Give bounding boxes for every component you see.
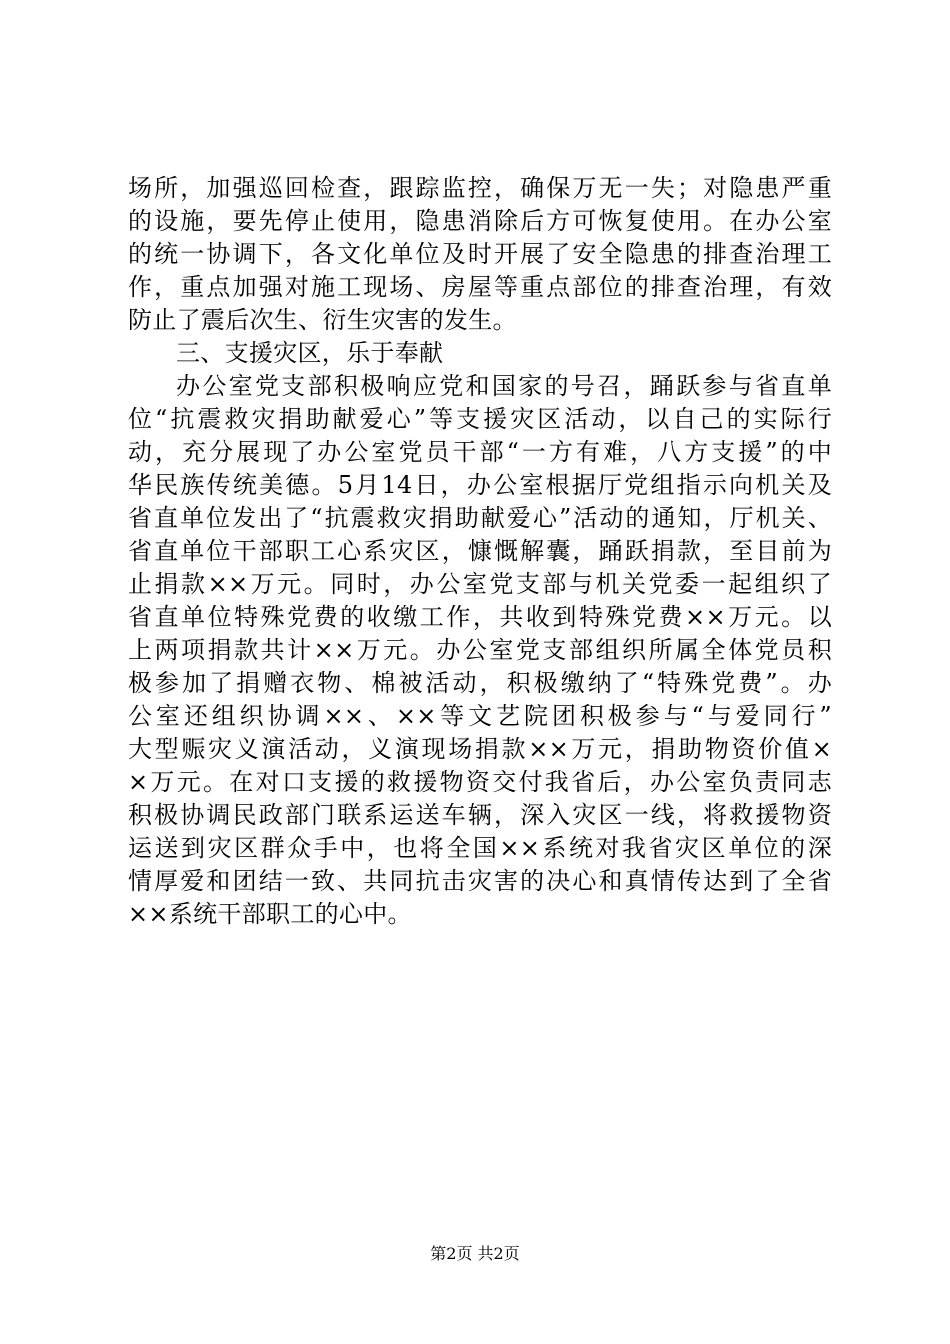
paragraph-line: 上两项捐款共计××万元。办公室党支部组织所属全体党员积 — [128, 636, 832, 664]
paragraph-line: 情厚爱和团结一致、共同抗击灾害的决心和真情传达到了全省 — [128, 867, 832, 895]
paragraph-line: 防止了震后次生、衍生灾害的发生。 — [128, 306, 517, 334]
page-footer: 第2页 共2页 — [430, 1244, 520, 1263]
paragraph-line: 的设施，要先停止使用，隐患消除后方可恢复使用。在办公室 — [128, 207, 832, 235]
paragraph-line: 省直单位发出了“抗震救灾捐助献爱心”活动的通知，厅机关、 — [128, 504, 832, 532]
paragraph-line: 的统一协调下，各文化单位及时开展了安全隐患的排查治理工 — [128, 240, 832, 268]
paragraph-line: 办公室党支部积极响应党和国家的号召，踊跃参与省直单 — [176, 372, 832, 400]
paragraph-line: 公室还组织协调××、××等文艺院团积极参与“与爱同行” — [128, 702, 832, 730]
paragraph-line: 动，充分展现了办公室党员干部“一方有难，八方支援”的中 — [128, 438, 832, 466]
paragraph-line: 运送到灾区群众手中，也将全国××系统对我省灾区单位的深 — [128, 834, 832, 862]
paragraph-line: 止捐款××万元。同时，办公室党支部与机关党委一起组织了 — [128, 570, 832, 598]
paragraph-line: ×万元。在对口支援的救援物资交付我省后，办公室负责同志 — [128, 768, 832, 796]
paragraph-line: 省直单位干部职工心系灾区，慷慨解囊，踊跃捐款，至目前为 — [128, 537, 832, 565]
paragraph-line: 积极协调民政部门联系运送车辆，深入灾区一线，将救援物资 — [128, 801, 832, 829]
paragraph-line: 华民族传统美德。5月14日，办公室根据厅党组指示向机关及 — [128, 471, 832, 499]
paragraph-line: 作，重点加强对施工现场、房屋等重点部位的排查治理，有效 — [128, 273, 832, 301]
paragraph-line: 省直单位特殊党费的收缴工作，共收到特殊党费××万元。以 — [128, 603, 832, 631]
document-body — [128, 172, 832, 931]
paragraph-line: 大型赈灾义演活动，义演现场捐款××万元，捐助物资价值× — [128, 735, 832, 763]
paragraph-line: 场所，加强巡回检查，跟踪监控，确保万无一失；对隐患严重 — [128, 174, 832, 202]
paragraph-line: ××系统干部职工的心中。 — [128, 900, 412, 928]
paragraph-line: 极参加了捐赠衣物、棉被活动，积极缴纳了“特殊党费”。办 — [128, 669, 832, 697]
section-heading: 三、支援灾区，乐于奉献 — [176, 339, 444, 367]
paragraph-line: 位“抗震救灾捐助献爱心”等支援灾区活动，以自己的实际行 — [128, 405, 832, 433]
